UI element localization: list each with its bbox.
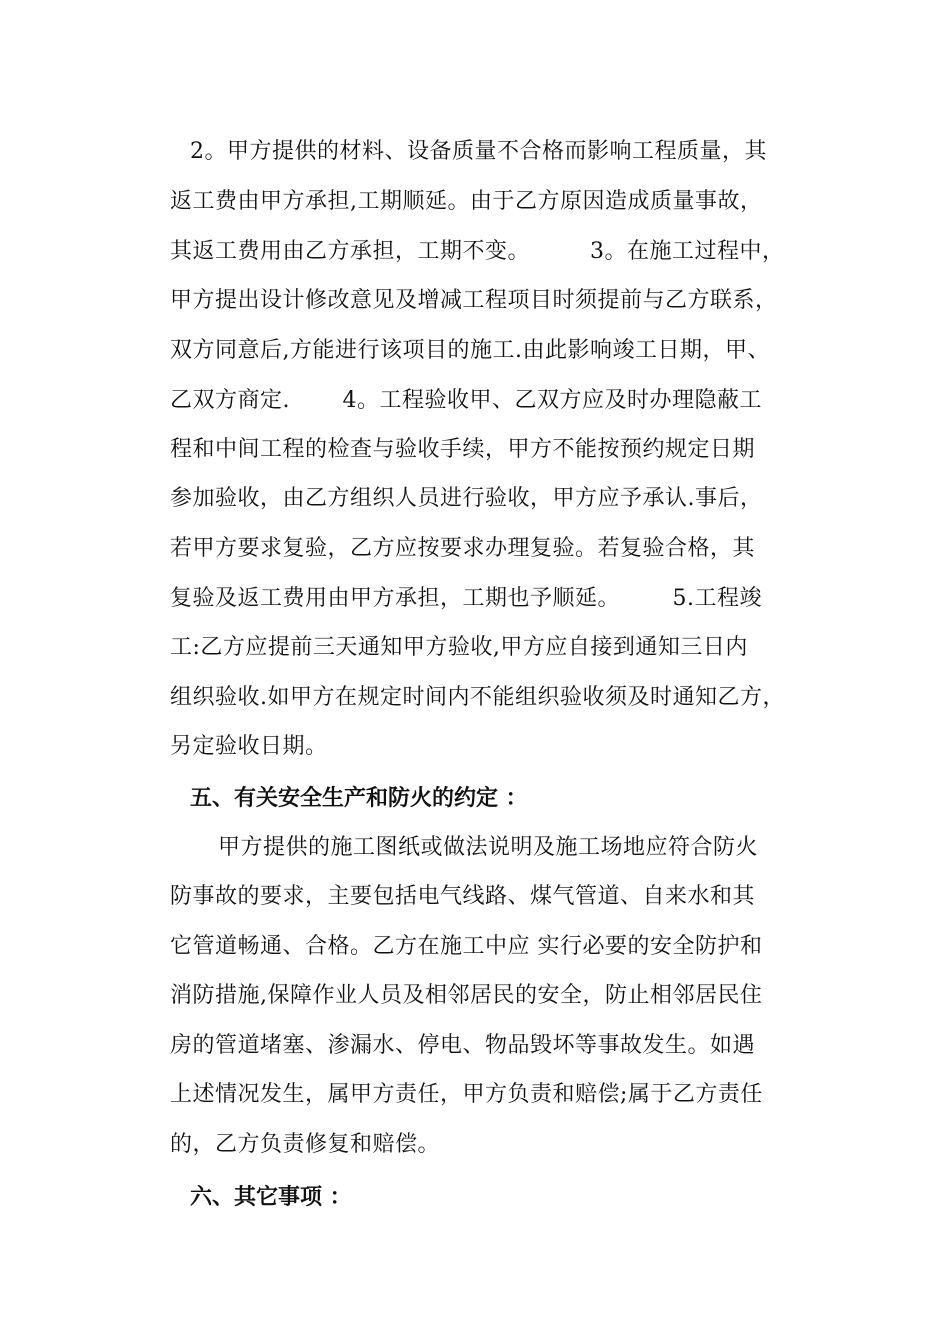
paragraph-line: 防事故的要求，主要包括电气线路、煤气管道、自来水和其 [170, 884, 756, 909]
paragraph-line: 另定验收日期。 [170, 734, 328, 759]
paragraph-line: 房的管道堵塞、渗漏水、停电、物品毁坏等事故发生。如遇 [170, 1033, 756, 1058]
paragraph-line: 返工费由甲方承担,工期顺延。由于乙方原因造成质量事故， [170, 189, 763, 214]
paragraph-line: 若甲方要求复验，乙方应按要求办理复验。若复验合格，其 [170, 536, 756, 561]
paragraph-line: 乙双方商定. 4。工程验收甲、乙双方应及时办理隐蔽工 [170, 388, 762, 413]
section-heading-safety: 五、有关安全生产和防火的约定 ： [190, 786, 528, 811]
paragraph-line: 其返工费用由乙方承担，工期不变。 3。在施工过程中， [170, 239, 785, 264]
paragraph-line: 甲方提出设计修改意见及增减工程项目时须提前与乙方联系， [170, 288, 778, 313]
paragraph-line: 的，乙方负责修复和赔偿。 [170, 1132, 441, 1157]
paragraph-line: 参加验收，由乙方组织人员进行验收，甲方应予承认.事后， [170, 486, 763, 511]
paragraph-line: 工:乙方应提前三天通知甲方验收,甲方应自接到通知三日内 [170, 635, 748, 660]
paragraph-line: 上述情况发生，属甲方责任，甲方负责和赔偿;属于乙方责任 [170, 1082, 763, 1107]
paragraph-line: 程和中间工程的检查与验收手续，甲方不能按预约规定日期 [170, 437, 756, 462]
paragraph-line: 2。甲方提供的材料、设备质量不合格而影响工程质量，其 [190, 139, 767, 164]
paragraph-line: 甲方提供的施工图纸或做法说明及施工场地应符合防火 [218, 835, 759, 860]
paragraph-line: 双方同意后,方能进行该项目的施工.由此影响竣工日期，甲、 [170, 338, 770, 363]
paragraph-line: 它管道畅通、合格。乙方在施工中应 实行必要的安全防护和 [170, 934, 763, 959]
paragraph-line: 复验及返工费用由甲方承担，工期也予顺延。 5.工程竣 [170, 586, 762, 611]
paragraph-line: 组织验收.如甲方在规定时间内不能组织验收须及时通知乙方， [170, 685, 785, 710]
paragraph-line: 消防措施,保障作业人员及相邻居民的安全，防止相邻居民住 [170, 983, 763, 1008]
section-heading-other: 六、其它事项 ： [190, 1185, 352, 1210]
